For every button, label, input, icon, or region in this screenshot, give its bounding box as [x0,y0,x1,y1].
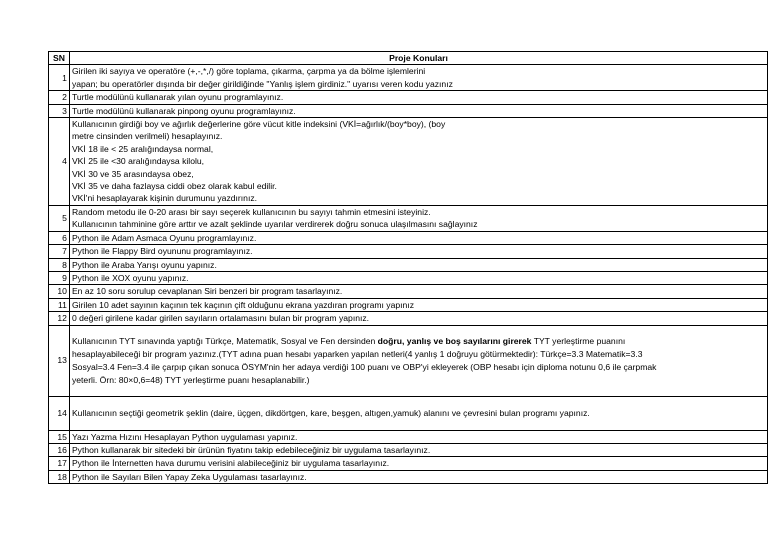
row-number: 14 [49,396,70,430]
topic-line: Python kullanarak bir sitedeki bir ürünün fiyatını takip edebileceğiniz bir uygulama tasarlayınız. [71,444,431,455]
project-topic [69,298,767,311]
topic-line: Kullanıcının seçtiği geometrik şeklin (daire, üçgen, dikdörtgen, kare, beşgen, altıgen,yamuk) alanını ve çevresini bulan programı yapınız. [71,407,590,418]
row-number: 2 [49,91,70,104]
table-row [49,104,768,117]
table-row [49,312,768,325]
topic-line: Python ile Adam Asmaca Oyunu programlayınız. [71,232,257,243]
project-topic [69,325,767,396]
table-row [49,298,768,311]
row-number: 18 [49,470,70,483]
topic-line: Random metodu ile 0-20 arası bir sayı seçerek kullanıcının bu sayıyı tahmin etmesini isteyiniz. [71,206,431,217]
project-topic [69,205,767,231]
row-number: 3 [49,104,70,117]
topic-line: VKİ'ni hesaplayarak kişinin durumunu yazdırınız. [71,193,258,204]
row-number: 7 [49,245,70,258]
topic-line: Python ile İnternetten hava durumu verisini alabileceğiniz bir uygulama tasarlayınız. [71,458,390,469]
project-topic [69,258,767,271]
project-topics-table [48,51,768,484]
table-row [49,91,768,104]
project-topic [69,91,767,104]
project-topic [69,312,767,325]
topic-line: Kullanıcının girdiği boy ve ağırlık değerlerine göre vücut kitle indeksini (VKİ=ağırlık/(boy*boy), (boy [71,119,446,130]
row-number: 5 [49,205,70,231]
row-number: 10 [49,285,70,298]
table-body [49,65,768,484]
row-number: 12 [49,312,70,325]
topic-line: En az 10 soru sorulup cevaplanan Siri benzeri bir program tasarlayınız. [71,286,343,297]
emphasis-text: doğru, yanlış ve boş sayılarını girerek [377,335,532,346]
topic-line: yeterli. Örn: 80×0,6=48) TYT yerleştirme puanı hesaplanabilir.) [71,374,310,385]
table-row [49,65,768,91]
project-topic [69,231,767,244]
topic-line: Turtle modülünü kullanarak pinpong oyunu programlayınız. [71,105,296,116]
table-row [49,325,768,396]
table-row [49,118,768,206]
header-sn: SN [49,52,70,65]
topic-line: Girilen 10 adet sayının kaçının tek kaçının çift olduğunu ekrana yazdıran programı yapınız [71,299,414,310]
table-row [49,470,768,483]
table-row [49,258,768,271]
project-topic [69,443,767,456]
topic-line: Sosyal=3.4 Fen=3.4 ile çarpıp çıkan sonuca ÖSYM'nin her adaya verdiği 100 puanı ve OBP'yi ekleyerek (OBP hesabı için diploma notunu 0,6 ile çarpmak [71,361,657,372]
header-topic: Proje Konuları [69,52,767,65]
header-row [49,52,768,65]
topic-line: VKİ 30 ve 35 arasındaysa obez, [71,168,194,179]
topic-line: metre cinsinden verilmeli) hesaplayınız. [71,131,223,142]
topic-line: Python ile Sayıları Bilen Yapay Zeka Uygulaması tasarlayınız. [71,471,307,482]
row-number: 8 [49,258,70,271]
project-topic [69,118,767,206]
topic-line: Python ile Araba Yarışı oyunu yapınız. [71,259,217,270]
topic-line: VKİ 25 ile <30 aralığındaysa kilolu, [71,156,205,167]
topic-line: yapan; bu operatörler dışında bir değer girildiğinde "Yanlış işlem girdiniz." uyarısı veren kodu yazınız [71,78,453,89]
topic-line: Girilen iki sayıya ve operatöre (+,-,*,/) göre toplama, çıkarma, çarpma ya da bölme işlemlerini [71,66,426,77]
project-topic [69,430,767,443]
table-row [49,231,768,244]
row-number: 4 [49,118,70,206]
row-number: 11 [49,298,70,311]
topic-line: hesaplayabileceği bir program yazınız.(TYT adına puan hesabı yaparken yapılan netleri(4 yanlış 1 doğruyu götürmektedir): Türkçe=3.3 Matematik=3.3 [71,348,643,359]
row-number: 15 [49,430,70,443]
row-number: 1 [49,65,70,91]
topic-line: Python ile XOX oyunu yapınız. [71,272,189,283]
project-topic [69,285,767,298]
project-topic [69,65,767,91]
project-topic [69,470,767,483]
row-number: 13 [49,325,70,396]
table-row [49,396,768,430]
topic-line: Yazı Yazma Hızını Hesaplayan Python uygulaması yapınız. [71,431,298,442]
project-topic [69,271,767,284]
row-number: 16 [49,443,70,456]
table-row [49,443,768,456]
project-topic [69,245,767,258]
row-number: 17 [49,457,70,470]
table-row [49,457,768,470]
project-topic [69,457,767,470]
topic-line: Turtle modülünü kullanarak yılan oyunu programlayınız. [71,92,284,103]
table-row [49,271,768,284]
topic-line: VKİ 18 ile < 25 aralığındaysa normal, [71,143,214,154]
topic-line: 0 değeri girilene kadar girilen sayıların ortalamasını bulan bir program yapınız. [71,313,370,324]
table-row [49,245,768,258]
row-number: 6 [49,231,70,244]
topic-line: Python ile Flappy Bird oyununu programlayınız. [71,246,253,257]
topic-line: Kullanıcının TYT sınavında yaptığı Türkçe, Matematik, Sosyal ve Fen dersinden doğru, yanlış ve boş sayılarını girerek TYT yerleştirme puanını [71,335,626,346]
project-topic [69,396,767,430]
table-row [49,285,768,298]
table-row [49,430,768,443]
table-row [49,205,768,231]
row-number: 9 [49,271,70,284]
topic-line: VKİ 35 ve daha fazlaysa ciddi obez olarak kabul edilir. [71,181,277,192]
project-topic [69,104,767,117]
topic-line: Kullanıcının tahminine göre arttır ve azalt şeklinde uyarılar verdirerek doğru sonuca ulaşılmasını sağlayınız [71,219,478,230]
